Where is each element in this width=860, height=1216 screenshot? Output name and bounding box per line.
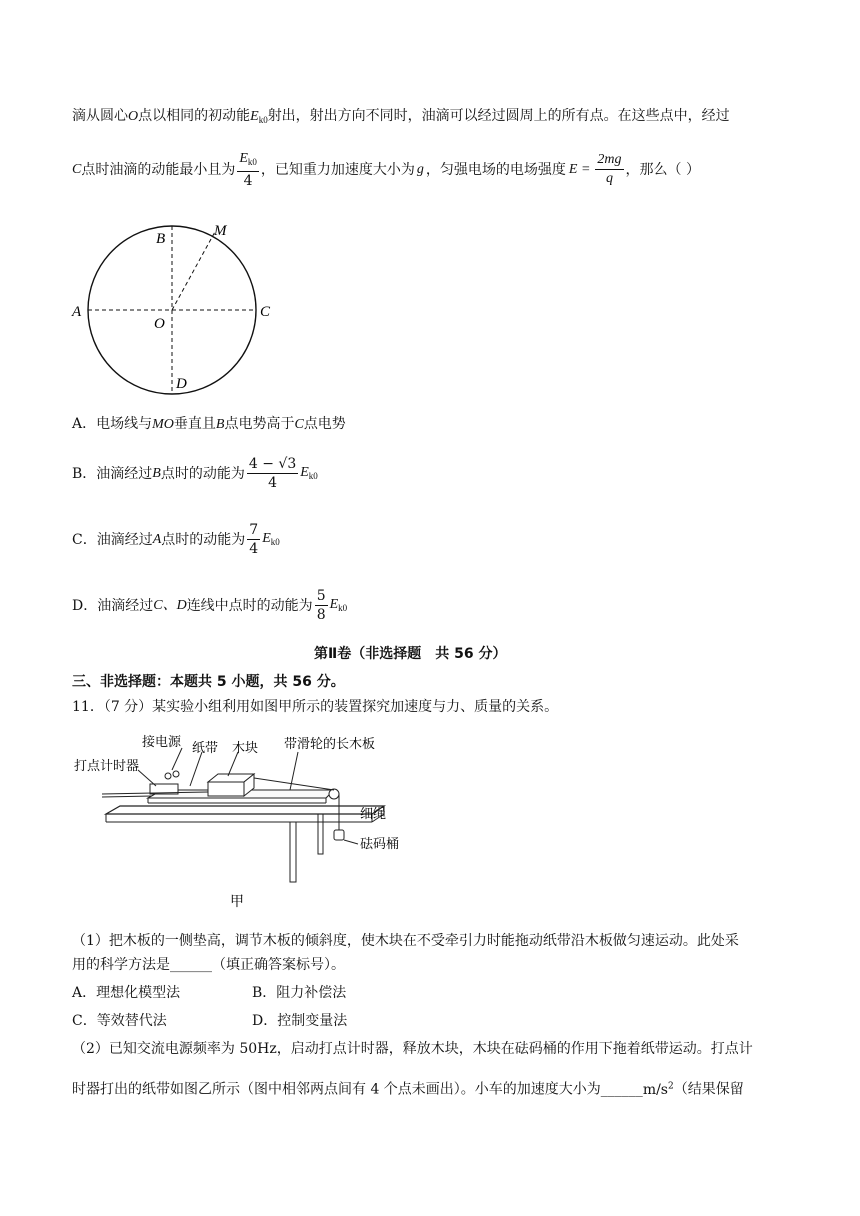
label-M: M — [214, 223, 227, 239]
q11-part1-line2: 用的科学方法是______（填正确答案标号）。 — [72, 957, 345, 973]
q11-option-A: A．理想化模型法 — [72, 985, 181, 1001]
text-segment: 点时油滴的动能最小且为 — [81, 162, 236, 178]
q11-part1-line1: （1）把木板的一侧垫高，调节木板的倾斜度，使木块在不受牵引力时能拖动纸带沿木板做匀速运动。此处采 — [72, 933, 739, 949]
q11-option-D: D．控制变量法 — [252, 1013, 348, 1029]
fraction-option-D: $\frac{5}{8}$ — [316, 588, 326, 623]
point-O: O — [128, 109, 139, 124]
part-three-heading: 三、非选择题：本题共 5 小题，共 56 分。 — [72, 674, 345, 690]
label-C: C — [260, 304, 271, 320]
q11-part2-line2 — [72, 1076, 744, 1100]
apparatus-figure — [72, 730, 412, 914]
q10-line2 — [72, 150, 700, 190]
label-board: 带滑轮的长木板 — [284, 736, 376, 751]
label-tape: 纸带 — [192, 740, 219, 755]
table-leg — [318, 814, 323, 854]
wood-block — [208, 782, 244, 796]
fraction-ek0-over-4: $\frac{E_{k0}}{4}$ — [239, 150, 257, 189]
label-A: A — [72, 304, 82, 320]
text-segment: ，匀强电场的电场强度 — [425, 162, 566, 178]
radius-OM — [172, 230, 216, 310]
energy-symbol: $E_{k0}$ — [329, 596, 348, 613]
text-segment: 时器打出的纸带如图乙所示（图中相邻两点间有 4 个点未画出）。小车的加速度大小为______ — [72, 1081, 643, 1098]
label-pointer — [228, 752, 238, 776]
table-top — [106, 806, 384, 814]
pulley — [329, 789, 339, 799]
option-B: B．油滴经过 B 点时的动能为 $\frac{4 - √3}{4}$ $E_{k0}$ — [72, 456, 318, 491]
label-block: 木块 — [232, 740, 259, 755]
unit-mps2: $m/s^2$ — [642, 1081, 674, 1098]
label-rope: 细绳 — [360, 806, 387, 821]
q11-stem: 11．（7 分）某实验小组利用如图甲所示的装置探究加速度与力、质量的关系。 — [72, 699, 559, 715]
option-A: A．电场线与MO垂直且B点电势高于C点电势 — [72, 416, 346, 432]
text-segment: 点以相同的初动能 — [138, 108, 251, 124]
label-O: O — [154, 316, 165, 332]
circle-figure — [68, 218, 288, 398]
label-pointer — [190, 752, 202, 786]
label-D: D — [176, 376, 187, 392]
q10-line1 — [72, 106, 730, 130]
option-D: D．油滴经过 C、D 连线中点时的动能为 $\frac{5}{8}$ $E_{k0}$ — [72, 588, 348, 623]
q11-option-C: C．等效替代法 — [72, 1013, 167, 1029]
q11-option-B: B．阻力补偿法 — [252, 985, 347, 1001]
gravity-symbol: g — [416, 162, 424, 177]
weight-bucket — [334, 830, 344, 840]
string — [254, 778, 334, 790]
label-bucket: 砝码桶 — [360, 836, 400, 851]
option-C: C．油滴经过 A 点时的动能为 $\frac{7}{4}$ $E_{k0}$ — [72, 522, 280, 557]
paper-tape — [102, 796, 152, 797]
label-pointer — [172, 748, 182, 770]
text-segment: （结果保留 — [673, 1081, 744, 1098]
label-B: B — [156, 231, 166, 247]
table-leg — [290, 822, 296, 882]
text-segment: ，那么（ ） — [625, 162, 700, 178]
text-segment: 滴从圆心 — [72, 108, 128, 124]
energy-symbol: $E_{k0}$ — [250, 109, 268, 125]
timer-terminal — [173, 771, 179, 777]
text-segment: 射出，射出方向不同时，油滴可以经过圆周上的所有点。在这些点中，经过 — [267, 108, 730, 124]
fraction-2mg-over-q: $\frac{2mg}{q}$ — [597, 152, 622, 186]
label-power: 接电源 — [142, 734, 182, 749]
label-pointer — [344, 840, 358, 844]
label-pointer — [138, 770, 156, 786]
fraction-option-B: $\frac{4 - √3}{4}$ — [248, 456, 297, 491]
field-symbol: E = — [568, 162, 591, 177]
label-timer: 打点计时器 — [74, 758, 140, 773]
energy-symbol: $E_{k0}$ — [300, 464, 318, 481]
energy-symbol: $E_{k0}$ — [262, 530, 280, 547]
text-segment: ，已知重力加速度大小为 — [260, 162, 415, 178]
fraction-option-C: $\frac{7}{4}$ — [249, 522, 259, 557]
point-C: C — [72, 162, 82, 177]
figure-caption: 甲 — [230, 895, 244, 910]
section-title: 第Ⅱ卷（非选择题 共 56 分） — [314, 646, 507, 662]
timer-terminal — [165, 773, 171, 779]
q11-part2-line1: （2）已知交流电源频率为 50Hz，启动打点计时器，释放木块，木块在砝码桶的作用下拖着纸带运动。打点计 — [72, 1041, 753, 1057]
